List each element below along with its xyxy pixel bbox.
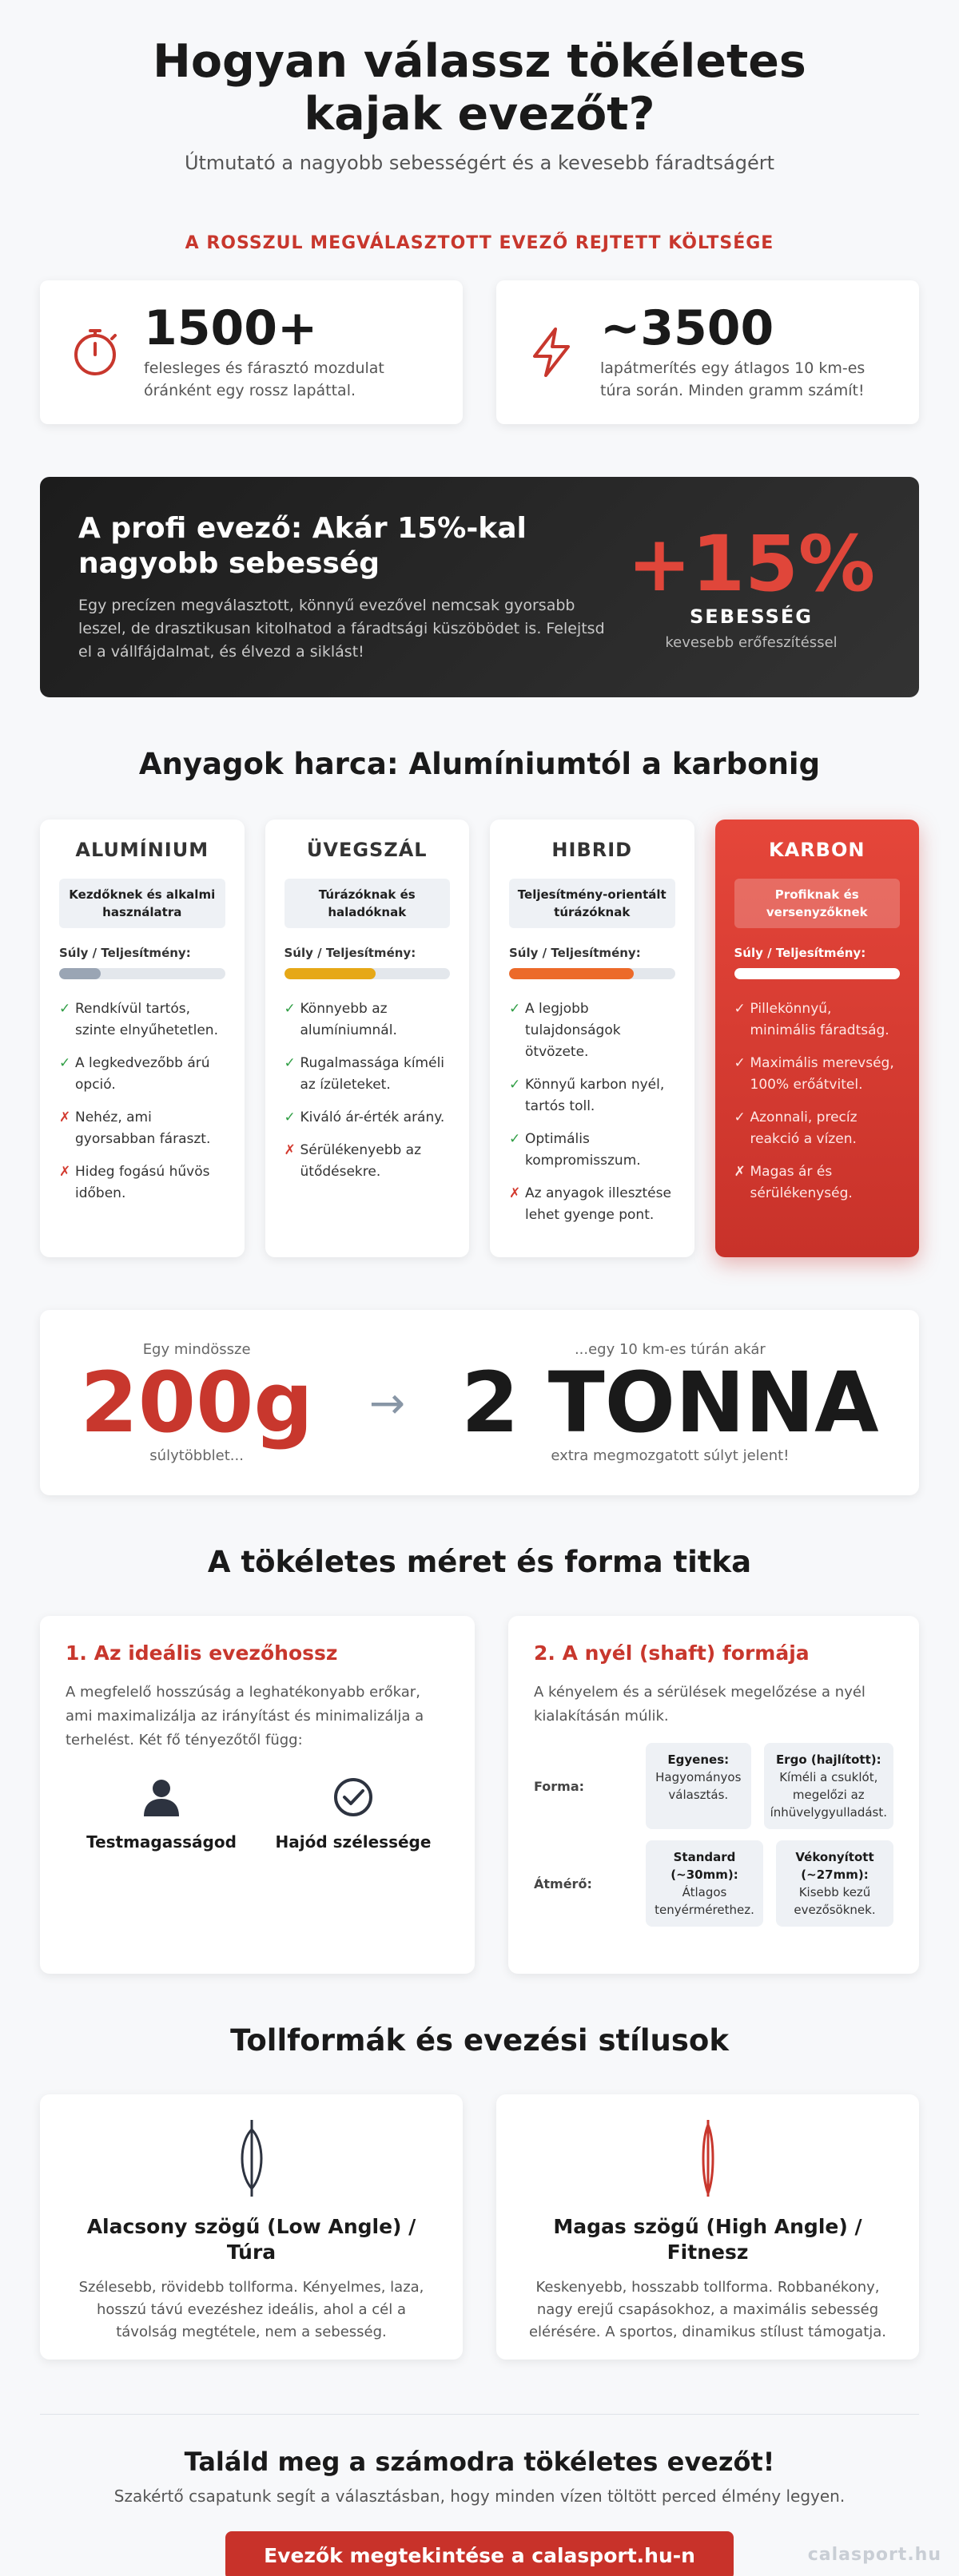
cross-icon: ✗ <box>284 1142 296 1158</box>
material-tag: Profiknak és versenyzőknek <box>734 879 901 928</box>
size-form-row <box>40 1616 919 1974</box>
shaft-option <box>764 1743 893 1829</box>
weight-performance-fill <box>509 968 634 979</box>
watermark: calasport.hu <box>807 2545 941 2565</box>
option-title: Standard (~30mm): <box>671 1850 738 1882</box>
cross-icon: ✗ <box>59 1109 71 1125</box>
option-title: Ergo (hajlított): <box>775 1752 881 1767</box>
weight-right-big: 2 TONNA <box>461 1354 879 1451</box>
factor-height <box>66 1776 257 1852</box>
option-title: Vékonyított (~27mm): <box>795 1850 874 1882</box>
material-points <box>509 998 675 1226</box>
view-paddles-button[interactable]: Evezők megtekintése a calasport.hu-n <box>225 2531 734 2576</box>
stat-description: lapátmerítés egy átlagos 10 km-es túra során. Minden gramm számít! <box>600 359 865 399</box>
blade-row <box>40 2094 919 2360</box>
point-text: Rugalmassága kíméli az ízületeket. <box>300 1055 445 1093</box>
length-card-title: 1. Az ideális evezőhossz <box>66 1641 338 1665</box>
check-icon: ✓ <box>59 1001 71 1017</box>
weight-right-sub: extra megmozgatott súlyt jelent! <box>551 1447 790 1464</box>
shaft-row-label: Forma: <box>534 1778 585 1794</box>
weight-performance-fill <box>734 968 901 979</box>
pro-item <box>285 998 451 1042</box>
shaft-option <box>646 1840 763 1927</box>
wide-blade-icon <box>228 2118 276 2198</box>
hidden-cost-heading: A ROSSZUL MEGVÁLASZTOTT EVEZŐ REJTETT KÖLTSÉGE <box>185 233 774 253</box>
shaft-option <box>646 1743 751 1829</box>
point-text: Kiváló ár-érték arány. <box>300 1109 445 1125</box>
material-name: ALUMÍNIUM <box>75 839 209 861</box>
shaft-card <box>508 1616 919 1974</box>
material-card-hibrid <box>490 820 694 1257</box>
weight-performance-label: Súly / Teljesítmény: <box>59 946 191 960</box>
check-icon: ✓ <box>284 1001 296 1017</box>
material-name: HIBRID <box>551 839 633 861</box>
weight-performance-bar <box>734 968 901 979</box>
material-name: ÜVEGSZÁL <box>306 839 428 861</box>
banner-title: A profi evező: Akár 15%-kal nagyobb sebesség <box>78 511 527 580</box>
stat-card-motions <box>40 280 463 424</box>
stat-number: 1500+ <box>144 300 318 356</box>
blade-card-title: Magas szögű (High Angle) / Fitnesz <box>553 2215 862 2264</box>
banner-big-number: +15% <box>627 518 876 609</box>
cta-text: Szakértő csapatunk segít a választásban, hogy minden vízen töltött perced élmény legyen. <box>113 2487 846 2506</box>
blade-title: Tollformák és evezési stílusok <box>230 2023 729 2058</box>
weight-performance-label: Súly / Teljesítmény: <box>509 946 641 960</box>
weight-comparison <box>40 1310 919 1495</box>
factor-label: Testmagasságod <box>86 1832 237 1852</box>
weight-right-small: ...egy 10 km-es túrán akár <box>574 1341 766 1358</box>
weight-performance-bar <box>509 968 675 979</box>
point-text: Könnyebb az alumíniumnál. <box>300 1001 397 1038</box>
con-item <box>734 1161 901 1205</box>
option-title: Egyenes: <box>667 1752 730 1767</box>
length-card <box>40 1616 475 1974</box>
pro-item <box>285 1107 451 1129</box>
material-tag: Kezdőknek és alkalmi használatra <box>59 879 225 928</box>
weight-performance-fill <box>59 968 101 979</box>
option-text: Kíméli a csuklót, megelőzi az ínhüvelygyulladást. <box>770 1770 888 1820</box>
point-text: Az anyagok illesztése lehet gyenge pont. <box>525 1185 671 1223</box>
pro-item <box>59 1053 225 1096</box>
cross-icon: ✗ <box>734 1164 746 1180</box>
point-text: A legjobb tulajdonságok ötvözete. <box>525 1001 621 1060</box>
factor-boat-width <box>257 1776 449 1852</box>
shaft-option <box>776 1840 893 1927</box>
material-name: KARBON <box>769 839 865 861</box>
weight-performance-fill <box>285 968 376 979</box>
person-icon <box>141 1776 182 1818</box>
point-text: Hideg fogású hűvös időben. <box>75 1164 210 1201</box>
shaft-row-diameter <box>534 1840 893 1927</box>
hero <box>40 0 919 174</box>
check-icon: ✓ <box>509 1001 521 1017</box>
option-text: Hagyományos választás. <box>655 1770 742 1802</box>
pro-item <box>509 998 675 1063</box>
check-icon: ✓ <box>734 1001 746 1017</box>
blade-card-title: Alacsony szögű (Low Angle) / Túra <box>86 2215 416 2264</box>
blade-card-low-angle <box>40 2094 463 2360</box>
material-tag: Teljesítmény-orientált túrázóknak <box>509 879 675 928</box>
check-icon: ✓ <box>284 1055 296 1071</box>
stopwatch-icon <box>67 324 123 380</box>
cta-title: Találd meg a számodra tökéletes evezőt! <box>184 2447 775 2477</box>
pro-item <box>509 1074 675 1117</box>
pro-item <box>734 1053 901 1096</box>
point-text: Optimális kompromisszum. <box>525 1131 641 1169</box>
material-card-alumínium <box>40 820 245 1257</box>
point-text: Nehéz, ami gyorsabban fáraszt. <box>75 1109 211 1147</box>
pro-item <box>734 1107 901 1150</box>
material-card-üvegszál <box>265 820 470 1257</box>
pro-item <box>59 998 225 1042</box>
stats-row <box>40 280 919 424</box>
point-text: Könnyű karbon nyél, tartós toll. <box>525 1077 665 1114</box>
con-item <box>509 1183 675 1226</box>
factor-label: Hajód szélessége <box>275 1832 432 1852</box>
arrow-right-icon: → <box>368 1377 406 1428</box>
shaft-card-title: 2. A nyél (shaft) formája <box>534 1641 810 1665</box>
point-text: A legkedvezőbb árú opció. <box>75 1055 210 1093</box>
check-icon: ✓ <box>509 1131 521 1147</box>
weight-left-big: 200g <box>80 1354 313 1451</box>
con-item <box>59 1161 225 1205</box>
materials-title: Anyagok harca: Alumíniumtól a karbonig <box>138 747 821 781</box>
point-text: Maximális merevség, 100% erőátvitel. <box>750 1055 894 1093</box>
material-card-karbon <box>715 820 920 1257</box>
shaft-card-text: A kényelem és a sérülések megelőzése a nyél kialakításán múlik. <box>534 1684 865 1725</box>
weight-left-sub: súlytöbblet... <box>149 1447 244 1464</box>
banner-big-sub: kevesebb erőfeszítéssel <box>665 633 838 651</box>
con-item <box>285 1140 451 1183</box>
blade-card-high-angle <box>496 2094 919 2360</box>
blade-card-text: Szélesebb, rövidebb tollforma. Kényelmes, laza, hosszú távú evezéshez ideális, ahol a cél a távolság megtétele, nem a sebesség. <box>78 2279 424 2340</box>
pro-item <box>734 998 901 1042</box>
weight-left-small: Egy mindössze <box>142 1341 251 1358</box>
stat-card-strokes <box>496 280 919 424</box>
weight-performance-bar <box>285 968 451 979</box>
call-to-action <box>40 2415 919 2576</box>
stat-number: ~3500 <box>600 300 774 356</box>
page-title: Hogyan válassz tökéletes kajak evezőt? <box>153 35 806 141</box>
banner-big-label: SEBESSÉG <box>690 605 813 628</box>
point-text: Rendkívül tartós, szinte elnyűhetetlen. <box>75 1001 218 1038</box>
page-subtitle: Útmutató a nagyobb sebességért és a kevesebb fáradtságért <box>184 152 775 174</box>
option-text: Kisebb kezű evezősöknek. <box>794 1885 876 1917</box>
shaft-row-form <box>534 1743 893 1829</box>
materials-grid <box>40 820 919 1257</box>
point-text: Pillekönnyű, minimális fáradtság. <box>750 1001 889 1038</box>
pro-item <box>285 1053 451 1096</box>
check-icon: ✓ <box>734 1055 746 1071</box>
con-item <box>59 1107 225 1150</box>
material-points <box>734 998 901 1205</box>
length-card-text: A megfelelő hosszúság a leghatékonyabb erőkar, ami maximalizálja az irányítást és minimalizálja a terhelést. Két fő tényezőtől függ: <box>66 1684 424 1748</box>
weight-performance-label: Súly / Teljesítmény: <box>734 946 866 960</box>
weight-performance-label: Súly / Teljesítmény: <box>284 946 416 960</box>
check-icon: ✓ <box>284 1109 296 1125</box>
checkmark-circle-icon <box>332 1776 374 1818</box>
point-text: Sérülékenyebb az ütődésekre. <box>300 1142 422 1180</box>
blade-card-text: Keskenyebb, hosszabb tollforma. Robbanékony, nagy erejű csapásokhoz, a maximális sebesség elérésére. A sportos, dinamikus stílust támogatja. <box>528 2279 887 2340</box>
check-icon: ✓ <box>59 1055 71 1071</box>
pro-paddle-banner <box>40 477 919 697</box>
lightning-icon <box>523 324 579 380</box>
check-icon: ✓ <box>509 1077 521 1093</box>
pro-item <box>509 1129 675 1172</box>
weight-performance-bar <box>59 968 225 979</box>
shaft-row-label: Átmérő: <box>534 1875 592 1891</box>
banner-text: Egy precízen megválasztott, könnyű evezővel nemcsak gyorsabb leszel, de drasztikusan kitolhatod a fáradtsági küszöbödet is. Felejtsd el a vállfájdalmat, és élvezd a siklást! <box>78 596 605 661</box>
narrow-blade-icon <box>684 2118 732 2198</box>
stat-description: felesleges és fárasztó mozdulat óránként egy rossz lapáttal. <box>144 359 384 399</box>
size-title: A tökéletes méret és forma titka <box>207 1545 752 1579</box>
point-text: Magas ár és sérülékenység. <box>750 1164 853 1201</box>
check-icon: ✓ <box>734 1109 746 1125</box>
material-points <box>59 998 225 1205</box>
cross-icon: ✗ <box>59 1164 71 1180</box>
option-text: Átlagos tenyérmérethez. <box>655 1885 754 1917</box>
material-tag: Túrázóknak és haladóknak <box>285 879 451 928</box>
point-text: Azonnali, precíz reakció a vízen. <box>750 1109 858 1147</box>
material-points <box>285 998 451 1183</box>
cross-icon: ✗ <box>509 1185 521 1201</box>
